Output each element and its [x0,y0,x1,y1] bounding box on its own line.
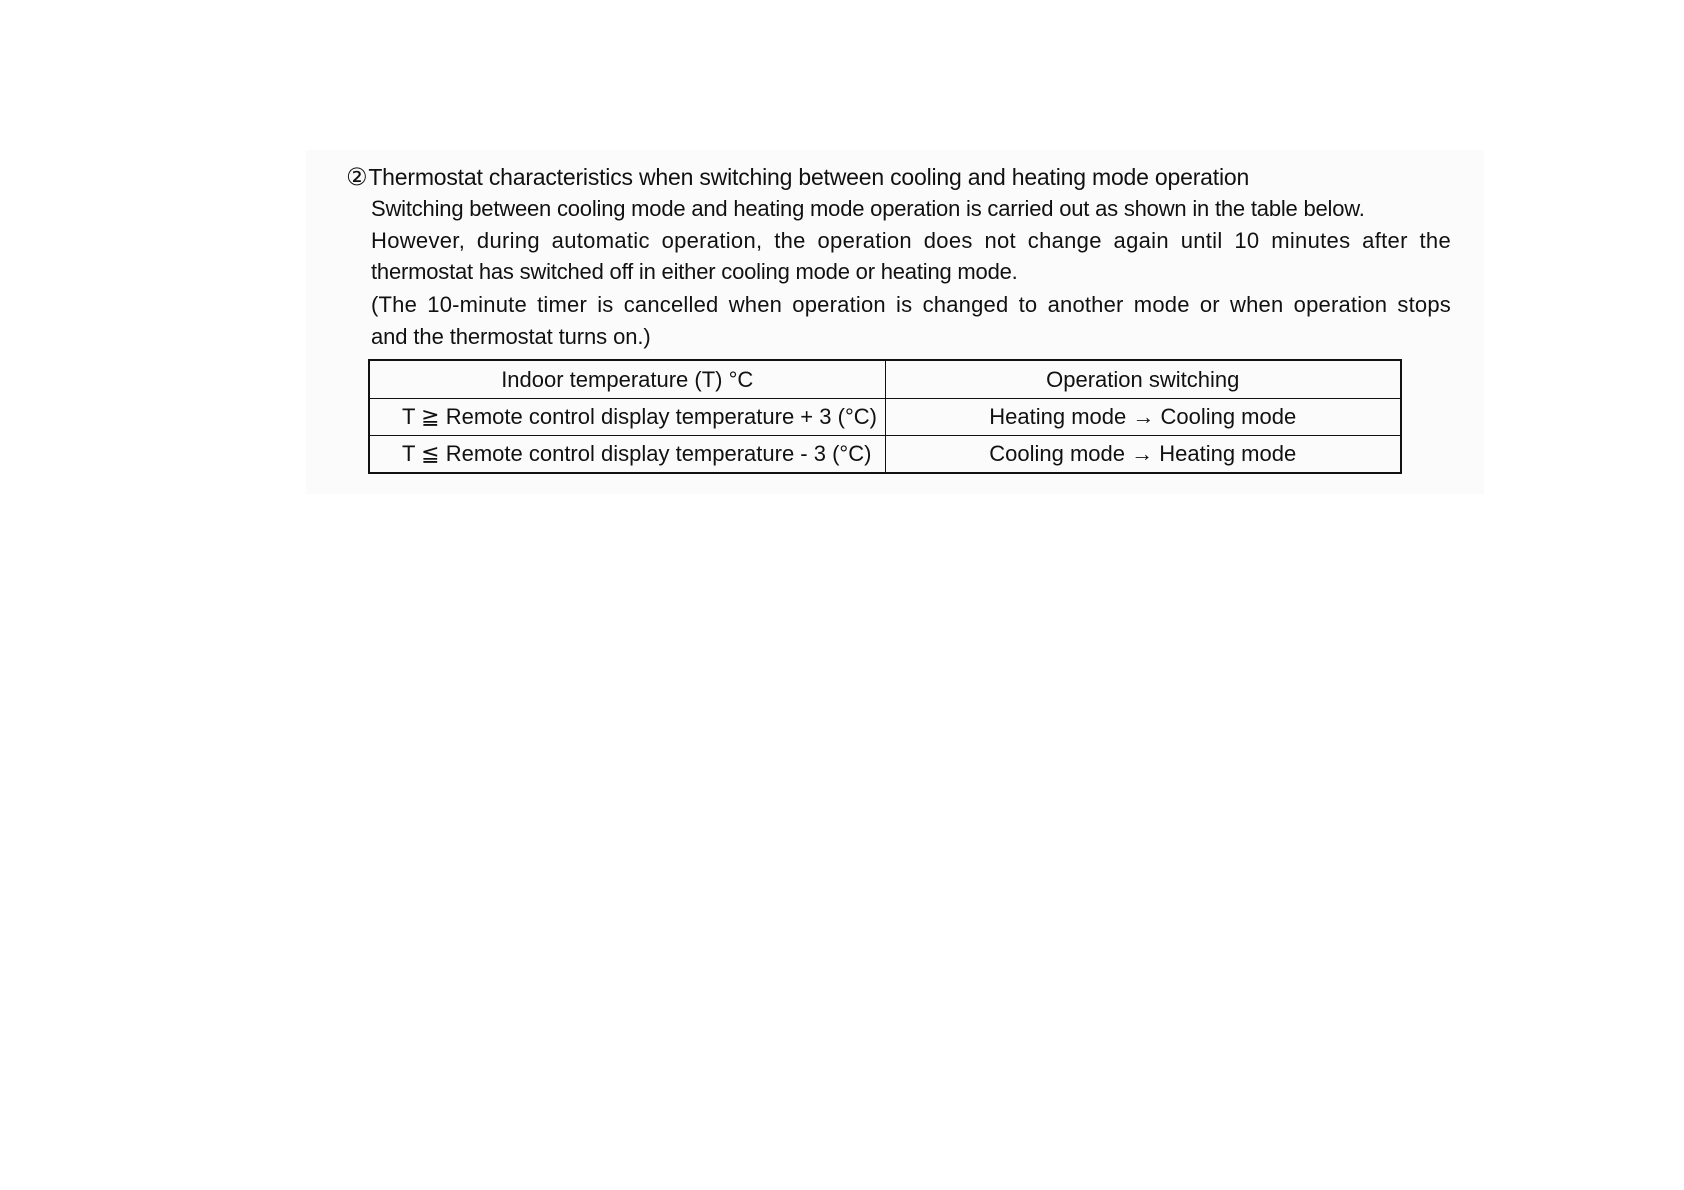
paragraph-line: thermostat has switched off in either cooling mode or heating mode. [371,259,1018,284]
section-number-marker: ② [346,164,368,191]
section-heading [346,163,1249,192]
table-row [369,399,1401,436]
table-row [369,436,1401,474]
paragraph-line: Switching between cooling mode and heating mode operation is carried out as shown in the table below. [371,196,1365,221]
header-indoor-temperature: Indoor temperature (T) °C [369,360,885,399]
condition-cell: T ≧ Remote control display temperature + 3 (°C) [369,399,885,436]
header-operation-switching: Operation switching [885,360,1401,399]
table-header-row [369,360,1401,399]
condition-cell: T ≦ Remote control display temperature - 3 (°C) [369,436,885,474]
switching-cell: Heating mode → Cooling mode [885,399,1401,436]
operation-switching-table [368,359,1402,474]
paragraph-line: (The 10-minute timer is cancelled when operation is changed to another mode or when operation stops [371,292,1451,317]
section-title: Thermostat characteristics when switching between cooling and heating mode operation [368,164,1250,190]
paragraph-line: and the thermostat turns on.) [371,324,651,349]
paragraph-line: However, during automatic operation, the operation does not change again until 10 minutes after the [371,228,1451,253]
switching-cell: Cooling mode → Heating mode [885,436,1401,474]
